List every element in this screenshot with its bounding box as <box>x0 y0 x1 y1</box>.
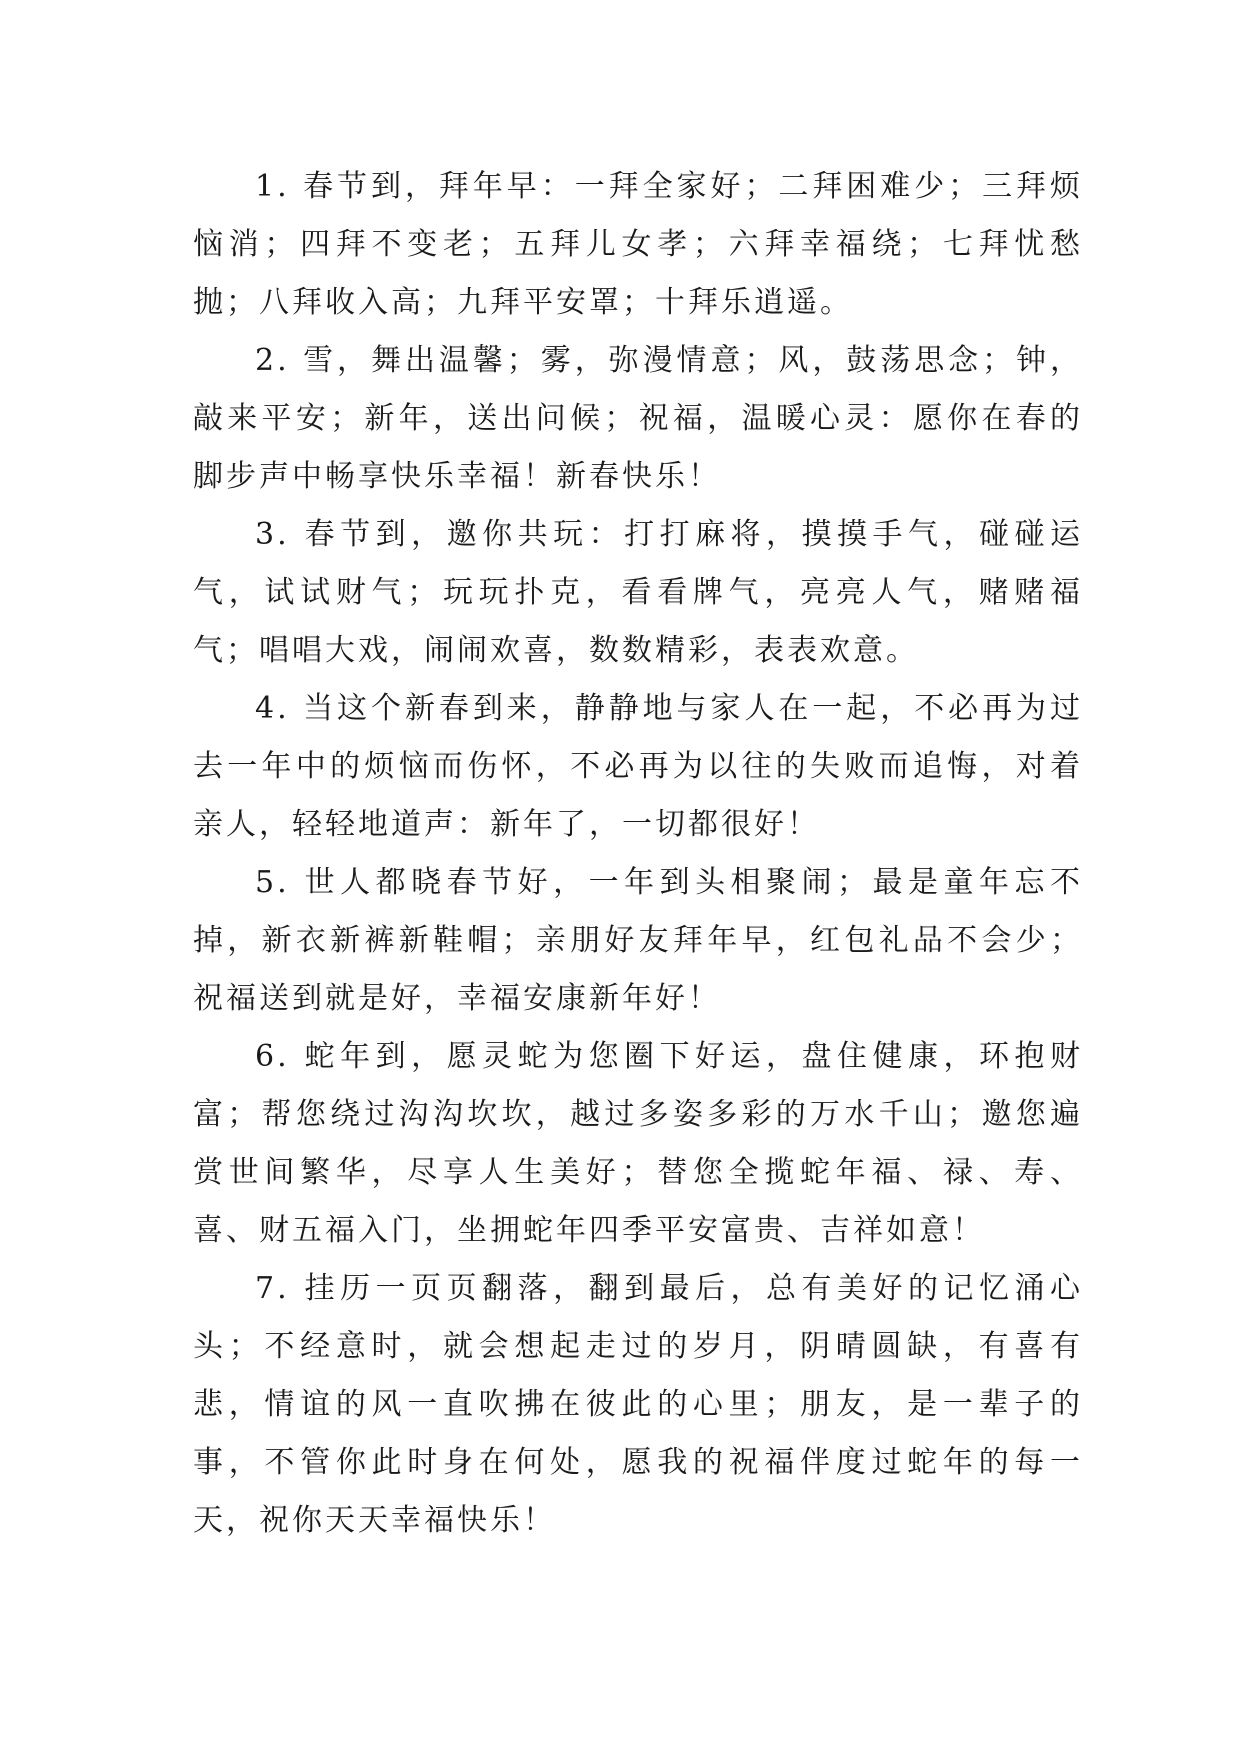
paragraph-4: 4. 当这个新春到来，静静地与家人在一起，不必再为过去一年中的烦恼而伤怀，不必再为以往的失败而追悔，对着亲人，轻轻地道声：新年了，一切都很好！ <box>193 691 1083 842</box>
paragraph-5: 5. 世人都晓春节好，一年到头相聚闹；最是童年忘不掉，新衣新裤新鞋帽；亲朋好友拜年早，红包礼品不会少；祝福送到就是好，幸福安康新年好！ <box>193 865 1083 1016</box>
paragraph-3: 3. 春节到，邀你共玩：打打麻将，摸摸手气，碰碰运气，试试财气；玩玩扑克，看看牌气，亮亮人气，赌赌福气；唱唱大戏，闹闹欢喜，数数精彩，表表欢意。 <box>193 517 1083 668</box>
document-body <box>193 158 1083 1550</box>
paragraph-2: 2. 雪，舞出温馨；雾，弥漫情意；风，鼓荡思念；钟，敲来平安；新年，送出问候；祝福，温暖心灵：愿你在春的脚步声中畅享快乐幸福！新春快乐！ <box>193 343 1083 494</box>
paragraph-7: 7. 挂历一页页翻落，翻到最后，总有美好的记忆涌心头；不经意时，就会想起走过的岁月，阴晴圆缺，有喜有悲，情谊的风一直吹拂在彼此的心里；朋友，是一辈子的事，不管你此时身在何处，愿我的祝福伴度过蛇年的每一天，祝你天天幸福快乐！ <box>193 1271 1083 1538</box>
paragraph-6: 6. 蛇年到，愿灵蛇为您圈下好运，盘住健康，环抱财富；帮您绕过沟沟坎坎，越过多姿多彩的万水千山；邀您遍赏世间繁华，尽享人生美好；替您全揽蛇年福、禄、寿、喜、财五福入门，坐拥蛇年四季平安富贵、吉祥如意！ <box>193 1039 1083 1248</box>
paragraph-1: 1. 春节到，拜年早：一拜全家好；二拜困难少；三拜烦恼消；四拜不变老；五拜儿女孝；六拜幸福绕；七拜忧愁抛；八拜收入高；九拜平安罩；十拜乐逍遥。 <box>193 169 1083 320</box>
